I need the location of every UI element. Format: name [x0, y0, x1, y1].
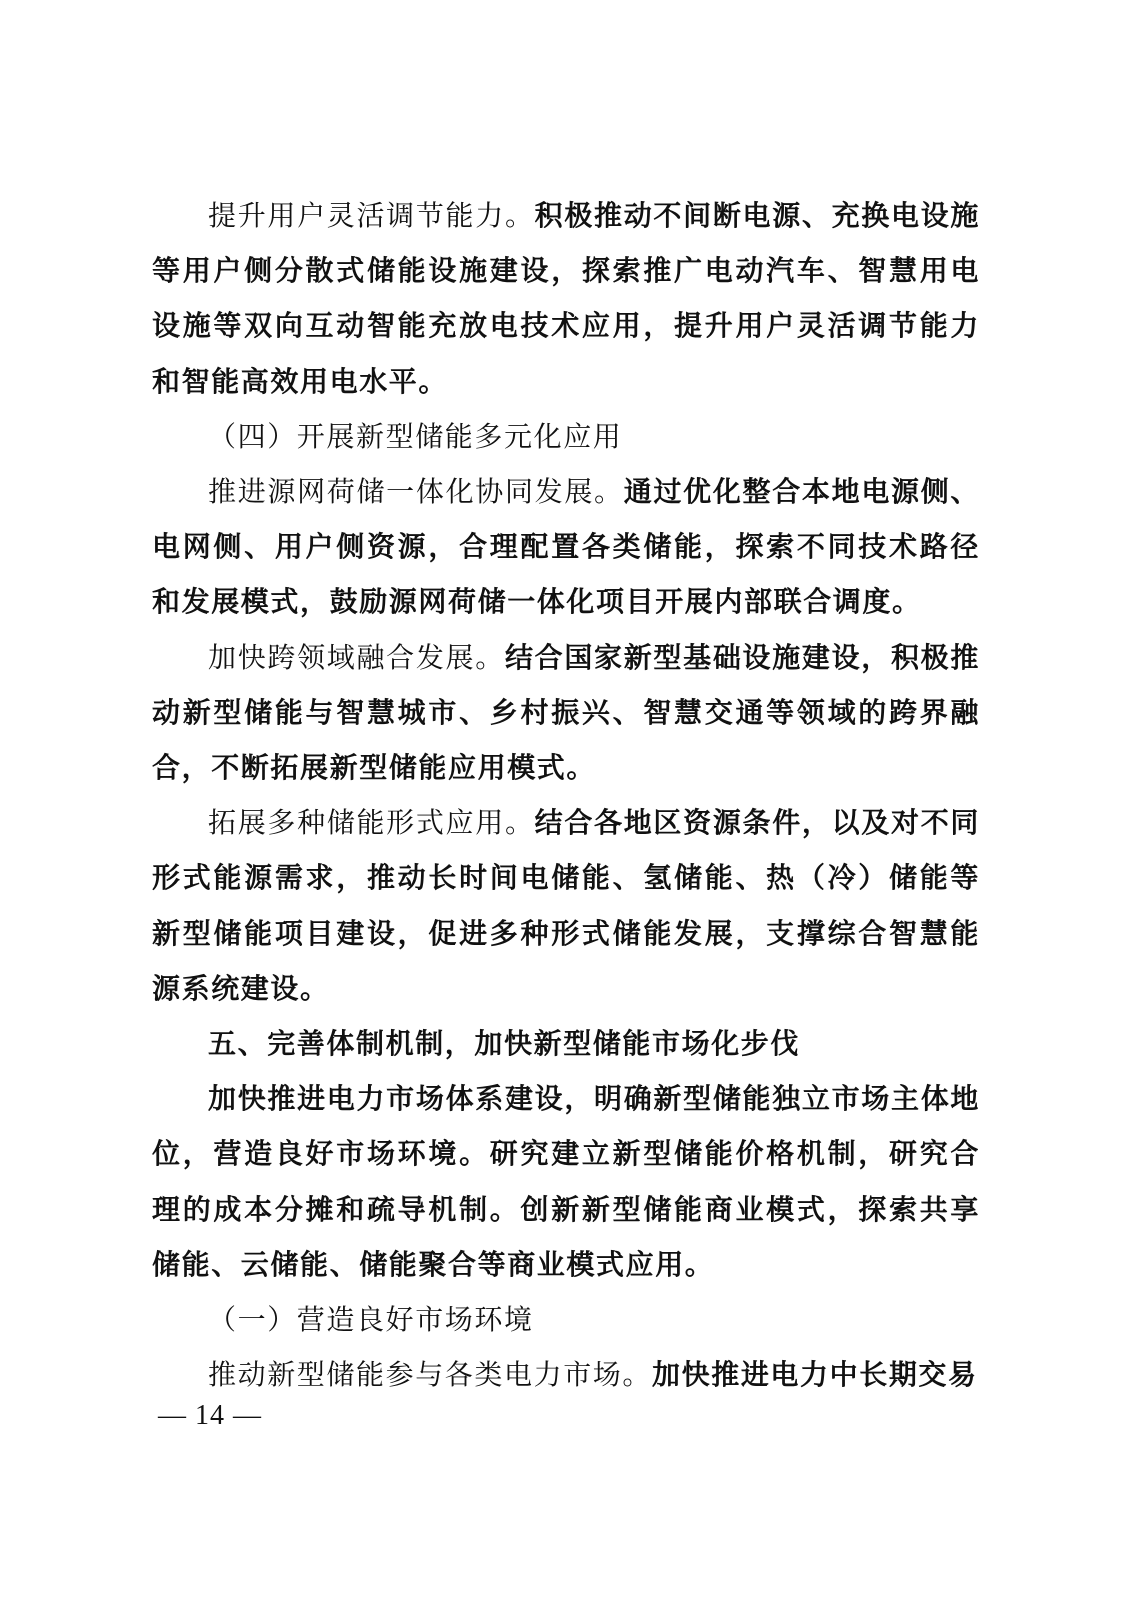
paragraph-market-system: [152, 1071, 980, 1292]
paragraph-cross-domain: [152, 630, 980, 796]
page-number: — 14 —: [158, 1400, 262, 1431]
paragraph-body: 结合各地区资源条件，以及对不同形式能源需求，推动长时间电储能、氢储能、热（冷）储能等新型储能项目建设，促进多种形式储能发展，支撑综合智慧能源系统建设。: [152, 806, 980, 1005]
body-text: [152, 188, 980, 1402]
paragraph-electricity-markets: [152, 1347, 980, 1402]
paragraph-body: 加快推进电力市场体系建设，明确新型储能独立市场主体地位，营造良好市场环境。研究建立新型储能价格机制，研究合理的成本分摊和疏导机制。创新新型储能商业模式，探索共享储能、云储能、储能聚合等商业模式应用。: [152, 1082, 980, 1281]
paragraph-body: 积极推动不间断电源、充换电设施等用户侧分散式储能设施建设，探索推广电动汽车、智慧用电设施等双向互动智能充放电技术应用，提升用户灵活调节能力和智能高效用电水平。: [152, 199, 980, 398]
chapter-heading-5: 五、完善体制机制，加快新型储能市场化步伐: [208, 1027, 801, 1061]
paragraph-body: 通过优化整合本地电源侧、电网侧、用户侧资源，合理配置各类储能，探索不同技术路径和发展模式，鼓励源网荷储一体化项目开展内部联合调度。: [152, 475, 981, 619]
paragraph-lead: 拓展多种储能形式应用。: [208, 806, 535, 840]
paragraph-storage-forms: [152, 795, 980, 1016]
paragraph-body: 加快推进电力中长期交易: [652, 1358, 978, 1392]
paragraph-lead: 推进源网荷储一体化协同发展。: [208, 475, 624, 509]
paragraph-lead: 提升用户灵活调节能力。: [208, 199, 535, 232]
section-heading-4: （四）开展新型储能多元化应用: [208, 419, 623, 453]
section-heading-1: （一）营造良好市场环境: [208, 1303, 534, 1337]
paragraph-lead: 加快跨领域融合发展。: [208, 640, 505, 674]
paragraph-lead: 推动新型储能参与各类电力市场。: [208, 1358, 653, 1392]
paragraph-source-grid-load-storage: [152, 464, 980, 630]
paragraph-body: 结合国家新型基础设施建设，积极推动新型储能与智慧城市、乡村振兴、智慧交通等领域的跨界融合，不断拓展新型储能应用模式。: [152, 640, 980, 785]
paragraph-user-flexibility: [152, 188, 980, 409]
